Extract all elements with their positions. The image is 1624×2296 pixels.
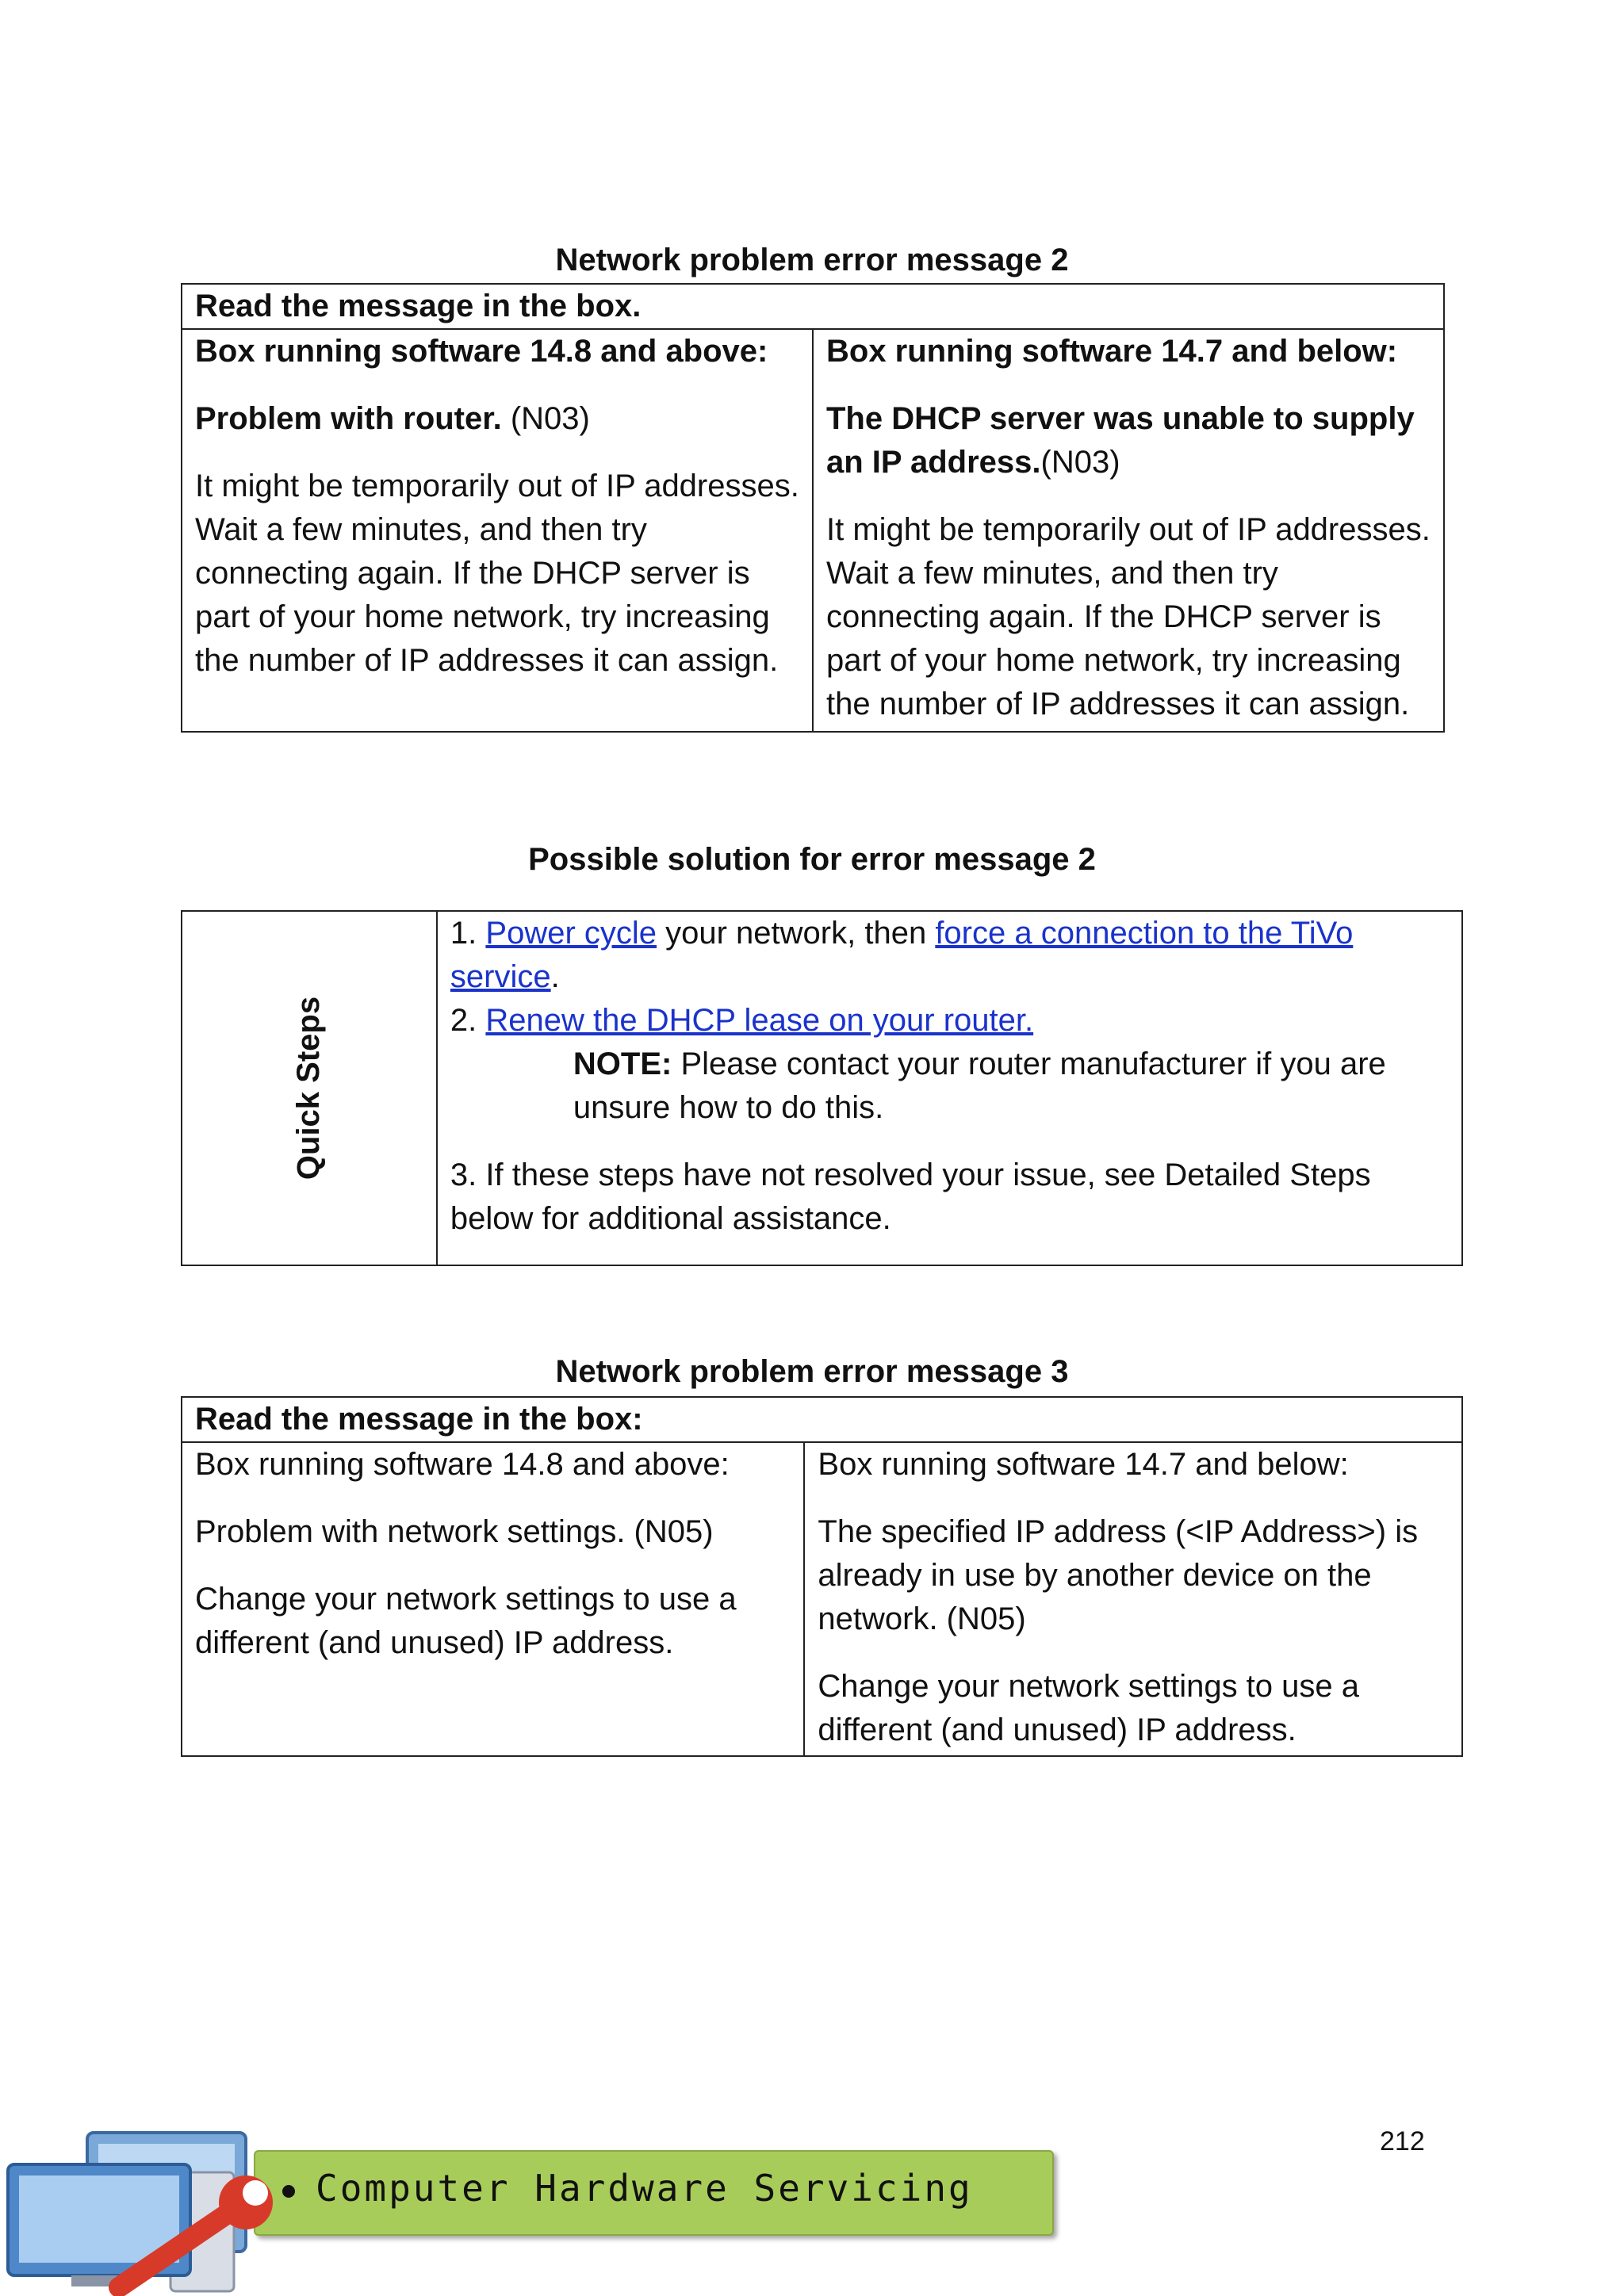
- power-cycle-link[interactable]: Power cycle: [485, 916, 657, 951]
- section2-caption: Network problem error message 2: [555, 243, 1069, 277]
- error-message-3-table: [181, 1396, 1463, 1757]
- note: [573, 1043, 1449, 1130]
- section3-caption: Network problem error message 3: [555, 1354, 1069, 1389]
- right-cell: [804, 1442, 1462, 1756]
- left-cell: [182, 1442, 804, 1756]
- error-body: It might be temporarily out of IP addresses. Wait a few minutes, and then try connecting again. If the DHCP server is part of your home network, try increasing the number of IP addresses it can assign.: [826, 512, 1431, 721]
- column-heading: Box running software 14.8 and above:: [195, 1447, 730, 1482]
- error-code: (N03): [501, 401, 590, 436]
- page-number: 212: [1380, 2126, 1425, 2156]
- right-cell: [813, 329, 1444, 732]
- quick-steps-label: Quick Steps: [291, 996, 327, 1181]
- step-number: 2.: [450, 1003, 486, 1038]
- column-heading: Box running software 14.7 and below:: [818, 1447, 1349, 1482]
- error-body: Change your network settings to use a different (and unused) IP address.: [195, 1582, 737, 1660]
- error-code: (N03): [1040, 445, 1120, 480]
- error-title-bold: Problem with router.: [195, 401, 502, 436]
- quick-steps-content: [437, 911, 1462, 1265]
- footer-banner-text: Computer Hardware Servicing: [316, 2167, 973, 2210]
- computer-wrench-logo-icon: [0, 2125, 1063, 2296]
- error-title-bold: The DHCP server was unable to supply an IP address.: [826, 401, 1415, 480]
- step-number: 1.: [450, 916, 486, 951]
- step-2: [450, 999, 1449, 1043]
- renew-dhcp-link[interactable]: Renew the DHCP lease on your router.: [485, 1003, 1034, 1038]
- column-heading: Box running software 14.7 and below:: [826, 334, 1398, 369]
- solution2-caption: Possible solution for error message 2: [528, 842, 1096, 877]
- error-body: Change your network settings to use a different (and unused) IP address.: [818, 1669, 1360, 1747]
- table-header: Read the message in the box:: [182, 1397, 1462, 1442]
- error-title: The specified IP address (<IP Address>) is already in use by another device on the network. (N05): [818, 1514, 1419, 1636]
- left-cell: [182, 329, 813, 732]
- step-text-end: .: [550, 959, 560, 994]
- quick-steps-side-cell: [182, 911, 437, 1265]
- error-title: [826, 397, 1431, 484]
- note-text: Please contact your router manufacturer if you are unsure how to do this.: [573, 1047, 1386, 1125]
- quick-steps-table: [181, 910, 1463, 1266]
- error-body: It might be temporarily out of IP addresses. Wait a few minutes, and then try connecting again. If the DHCP server is part of your home network, try increasing the number of IP addresses it can assign.: [195, 469, 799, 678]
- table-header: Read the message in the box.: [182, 284, 1444, 329]
- step-1: [450, 912, 1449, 999]
- force-connection-link[interactable]: force a connection to the TiVo service: [450, 916, 1354, 994]
- note-label: NOTE:: [573, 1047, 672, 1081]
- column-heading: Box running software 14.8 and above:: [195, 334, 768, 369]
- step-text: your network, then: [657, 916, 936, 951]
- error-title: [195, 397, 799, 441]
- error-title: Problem with network settings. (N05): [195, 1514, 714, 1549]
- error-message-2-table: [181, 283, 1445, 733]
- step-3: 3. If these steps have not resolved your issue, see Detailed Steps below for additional assistance.: [450, 1158, 1371, 1236]
